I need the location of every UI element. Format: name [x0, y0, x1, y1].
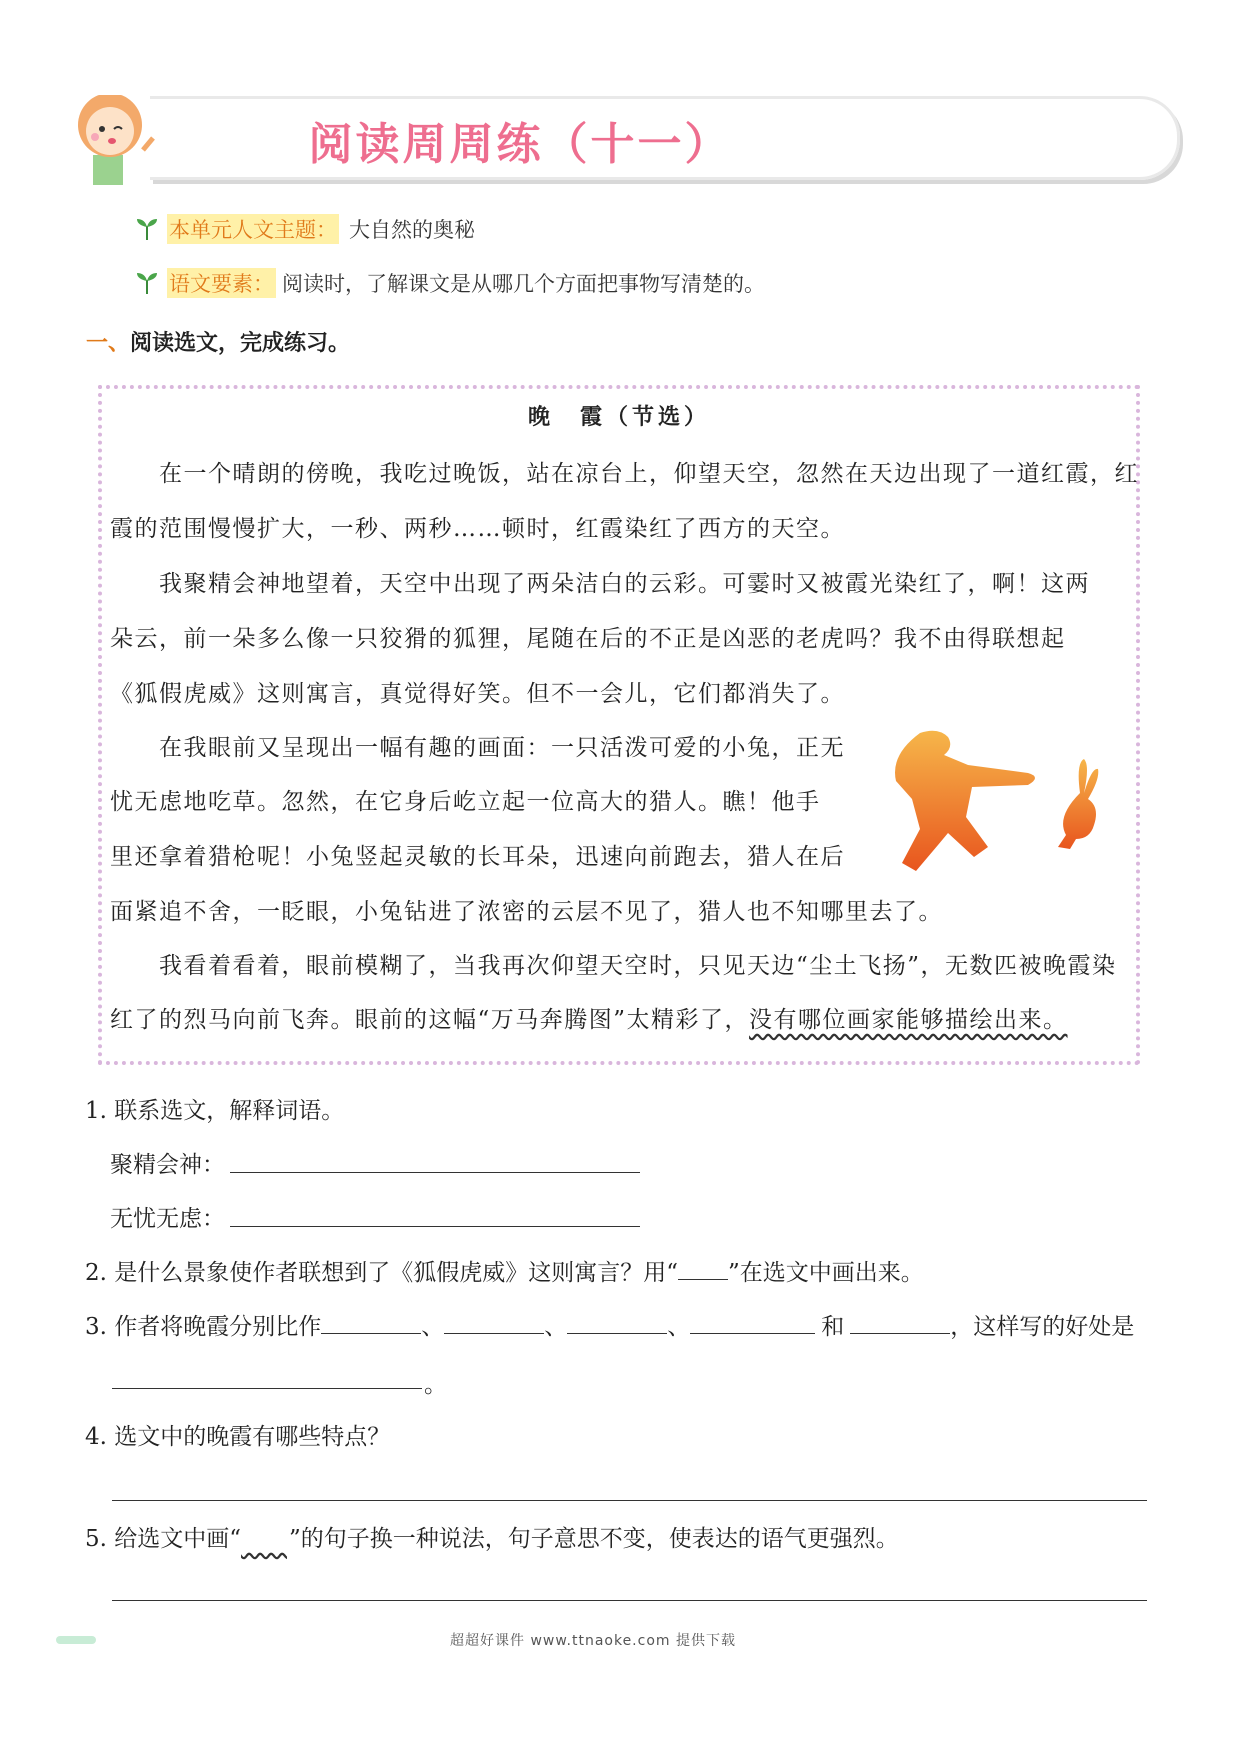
- passage-line: 朵云，前一朵多么像一只狡猾的狐狸，尾随在后的不正是凶恶的老虎吗？我不由得联想起: [110, 626, 1066, 652]
- question-3: [85, 1308, 1134, 1341]
- language-element-value: 阅读时，了解课文是从哪几个方面把事物写清楚的。: [282, 272, 765, 296]
- passage-line: 面紧追不舍，一眨眼，小兔钻进了浓密的云层不见了，猎人也不知哪里去了。: [110, 899, 943, 925]
- q3-sep: 、: [667, 1314, 691, 1340]
- blank-3[interactable]: [567, 1315, 667, 1334]
- q3-sep: 、: [544, 1314, 568, 1340]
- passage-text: 红了的烈马向前飞奔。眼前的这幅“万马奔腾图”太精彩了，: [110, 1007, 750, 1033]
- passage-line: 我看着看着，眼前模糊了，当我再次仰望天空时，只见天边“尘土飞扬”，无数匹被晚霞染: [110, 953, 1117, 979]
- q3-sep: 、: [421, 1314, 445, 1340]
- unit-theme-value: 大自然的奥秘: [349, 218, 475, 242]
- q3-and: 和: [821, 1314, 845, 1340]
- q3-text-post: ，这样写的好处是: [950, 1314, 1135, 1340]
- footer-note: 超超好课件 www.ttnaoke.com 提供下载: [450, 1633, 736, 1649]
- q1-word1-label: 聚精会神：: [110, 1152, 225, 1178]
- passage-line: 忧无虑地吃草。忽然，在它身后屹立起一位高大的猎人。瞧！他手: [110, 789, 821, 815]
- wavy-underlined-sentence: 没有哪位画家能够描绘出来。: [749, 1007, 1068, 1033]
- blank-5[interactable]: [850, 1315, 950, 1334]
- page-title: 阅读周周练（十一）: [308, 119, 732, 170]
- q3-text-pre: 3. 作者将晚霞分别比作: [85, 1314, 322, 1340]
- sprout-icon: [135, 218, 159, 240]
- answer-line[interactable]: [112, 1600, 1147, 1601]
- passage-line: 《狐假虎威》这则寓言，真觉得好笑。但不一会儿，它们都消失了。: [110, 681, 845, 707]
- q5-text-pre: 5. 给选文中画“: [85, 1526, 242, 1552]
- corner-decoration: [56, 1636, 96, 1644]
- unit-theme-label: 本单元人文主题：: [167, 214, 339, 244]
- question-1-word-1: [110, 1146, 225, 1179]
- straight-line-symbol: [678, 1261, 728, 1280]
- unit-theme-line: [135, 214, 475, 244]
- passage-line: 在我眼前又呈现出一幅有趣的画面：一只活泼可爱的小兔，正无: [110, 735, 845, 761]
- question-1-word-2: [110, 1200, 225, 1233]
- answer-line[interactable]: [112, 1388, 422, 1389]
- q1-word2-label: 无忧无虑：: [110, 1206, 225, 1232]
- q3-end-punct: 。: [424, 1372, 447, 1398]
- passage-title: 晚 霞（节选）: [527, 405, 710, 430]
- answer-line[interactable]: [230, 1172, 640, 1173]
- question-5: [85, 1520, 899, 1553]
- answer-line[interactable]: [112, 1500, 1147, 1501]
- passage-line: 我聚精会神地望着，天空中出现了两朵洁白的云彩。可霎时又被霞光染红了，啊！这两: [110, 571, 1090, 597]
- blank-4[interactable]: [690, 1315, 815, 1334]
- question-2: [85, 1254, 924, 1287]
- question-1: 1. 联系选文，解释词语。: [85, 1098, 345, 1124]
- question-4: 4. 选文中的晚霞有哪些特点？: [85, 1424, 391, 1450]
- q5-text-post: ”的句子换一种说法，句子意思不变，使表达的语气更强烈。: [289, 1526, 899, 1552]
- section-heading: [86, 326, 350, 357]
- sprout-icon: [135, 272, 159, 294]
- blank-2[interactable]: [444, 1315, 544, 1334]
- passage-last-line: [110, 1001, 1068, 1034]
- language-element-line: [135, 268, 765, 298]
- passage-line: 在一个晴朗的傍晚，我吃过晚饭，站在凉台上，仰望天空，忽然在天边出现了一道红霞，红: [110, 461, 1139, 487]
- passage-line: 里还拿着猎枪呢！小兔竖起灵敏的长耳朵，迅速向前跑去，猎人在后: [110, 844, 845, 870]
- passage-line: 霞的范围慢慢扩大，一秒、两秒……顿时，红霞染红了西方的天空。: [110, 516, 845, 542]
- wavy-line-symbol: [241, 1526, 289, 1544]
- blank-1[interactable]: [321, 1315, 421, 1334]
- answer-line[interactable]: [230, 1226, 640, 1227]
- section-title: 阅读选文，完成练习。: [130, 331, 351, 356]
- language-element-label: 语文要素：: [167, 268, 276, 298]
- section-number: 一、: [86, 331, 131, 356]
- q2-text-post: ”在选文中画出来。: [728, 1260, 924, 1286]
- hunter-and-rabbit-silhouette: [880, 725, 1110, 875]
- q2-text-pre: 2. 是什么景象使作者联想到了《狐假虎威》这则寓言？用“: [85, 1260, 679, 1286]
